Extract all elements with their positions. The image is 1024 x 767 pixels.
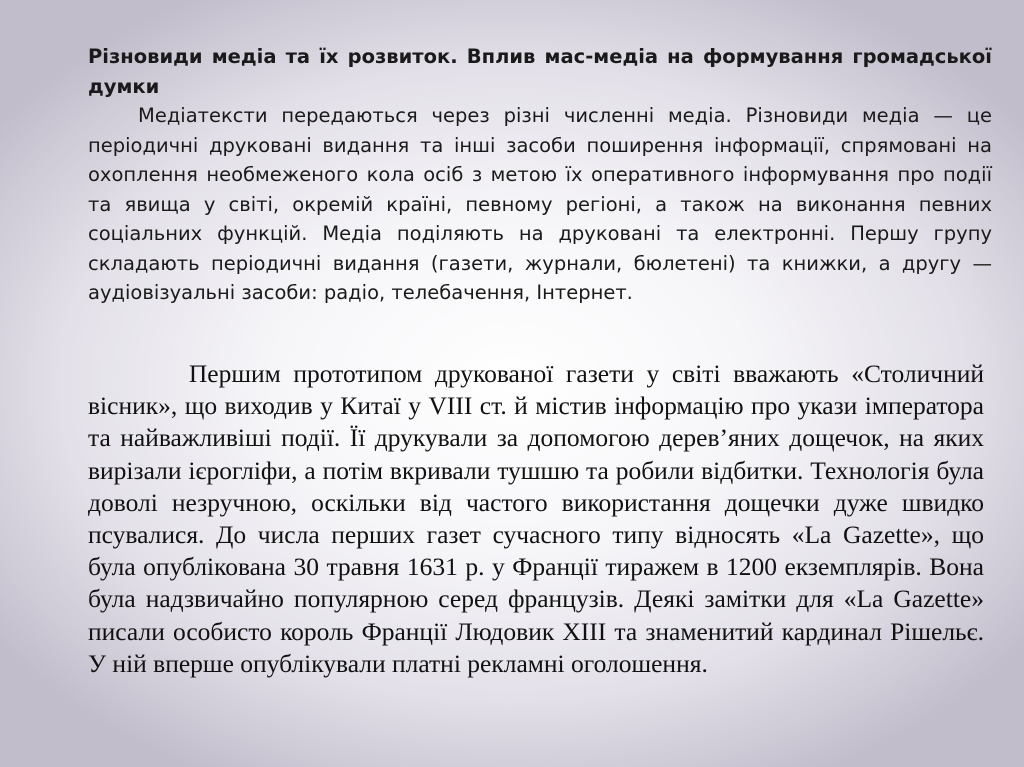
media-types-paragraph: Медіатексти передаються через різні численні медіа. Різновиди медіа — це періодичні друковані видання та інші засоби поширення інформації, спрямовані на охоплення необмеженого кола осіб з метою їх оперативного інформування про події та явища у світі, окремій країні, певному регіоні, а також на виконання певних соціальних функцій. Медіа поділяють на друковані та електронні. Першу групу складають періодичні видання (газети, журнали, бюлетені) та книжки, а другу — аудіовізуальні засоби: радіо, телебачення, Інтернет. xyxy=(88,104,992,304)
first-newspaper-paragraph xyxy=(88,358,984,680)
paragraph-indent xyxy=(88,359,189,388)
slide-heading: Різновиди медіа та їх розвиток. Вплив мас-медіа на формування громадської думки xyxy=(88,45,992,98)
upper-text-block xyxy=(88,42,992,308)
lower-text-block xyxy=(88,358,984,680)
first-newspaper-text: Першим прототипом друкованої газети у світі вважають «Столичний вісник», що виходив у Китаї у VIII ст. й містив інформацію про укази імператора та найважливіші події. Її друкували за допомогою дерев’яних дощечок, на яких вирізали ієрогліфи, а потім вкривали тушшю та робили відбитки. Технологія була доволі незручною, оскільки від частого використання дощечки дуже швидко псувалися. До числа перших газет сучасного типу відносять «La Gazette», що була опублікована 30 травня 1631 р. у Франції тиражем в 1200 екземплярів. Вона була надзвичайно популярною серед французів. Деякі замітки для «La Gazette» писали особисто король Франції Людовик XIII та знаменитий кардинал Рішельє. У ній вперше опублікували платні рекламні оголошення. xyxy=(88,359,985,678)
